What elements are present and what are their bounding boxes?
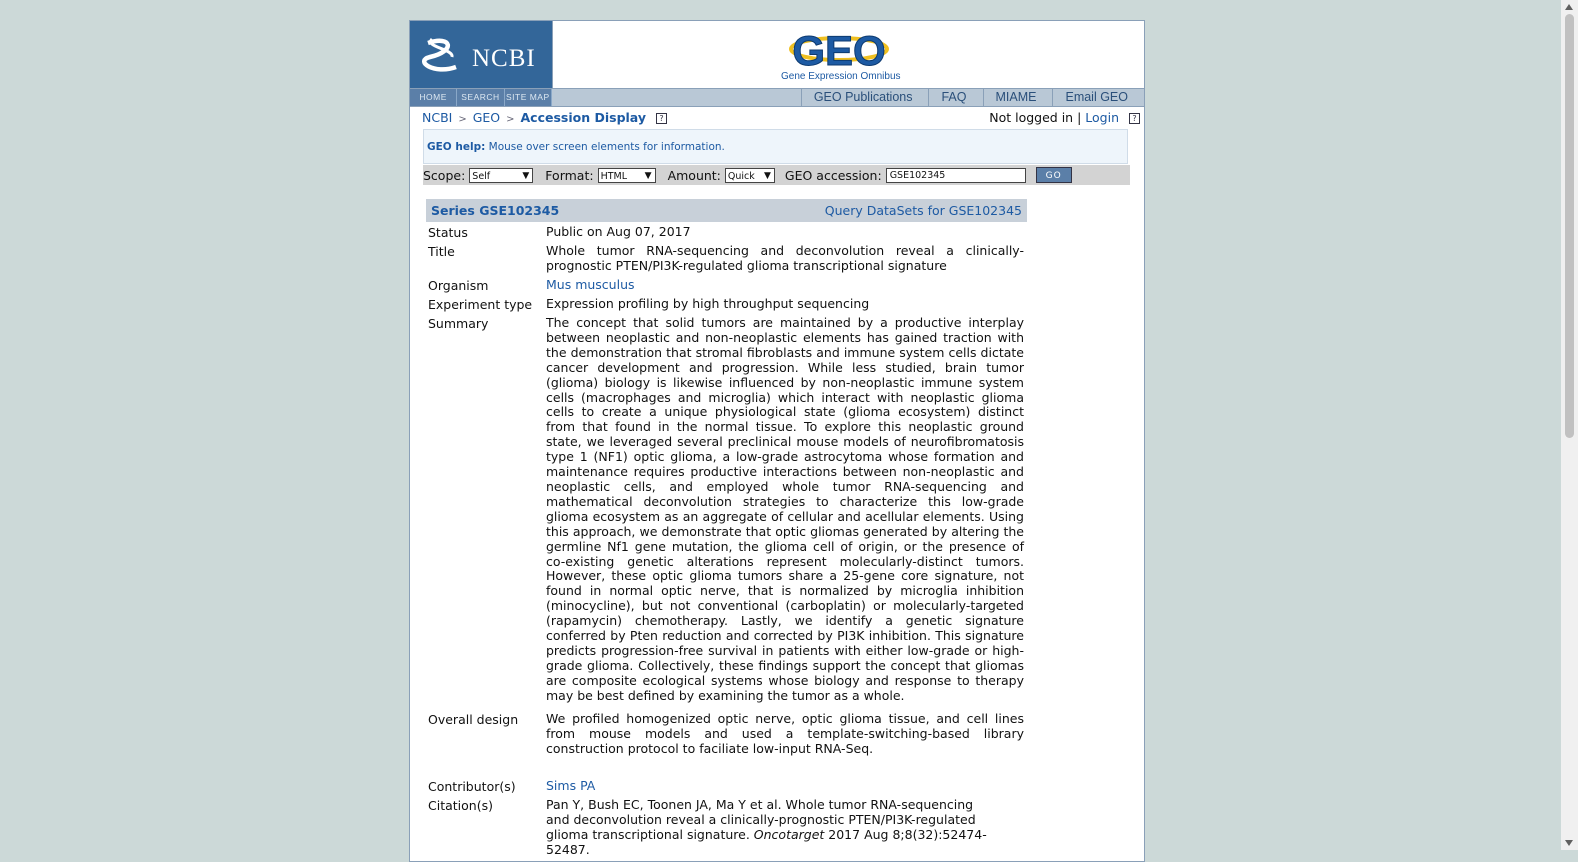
query-bar [423,165,1130,185]
experiment-label: Experiment type [428,297,533,312]
nav-geo-publications[interactable]: GEO Publications [801,89,929,106]
title-value: Whole tumor RNA-sequencing and deconvolution reveal a clinically-prognostic PTEN/PI3K-regulated glioma transcriptional signature [546,243,1024,273]
geo-logo[interactable] [789,25,893,73]
amount-select[interactable] [725,168,775,183]
organism-label: Organism [428,278,489,293]
experiment-value: Expression profiling by high throughput sequencing [546,296,870,311]
scroll-down-icon[interactable] [1565,840,1573,846]
geo-banner [553,21,1144,88]
citation-text: Pan Y, Bush EC, Toonen JA, Ma Y et al. Whole tumor RNA-sequencing and deconvolution reveal a clinically-prognostic PTEN/PI3K-regulated glioma transcriptional signature. [546,797,976,842]
page-scrollbar[interactable] [1561,0,1578,850]
page-frame [409,20,1145,862]
scope-select[interactable] [469,168,533,183]
amount-label: Amount: [667,167,721,183]
breadcrumb-separator: > [506,114,515,125]
breadcrumb-geo[interactable]: GEO [472,110,501,125]
breadcrumb-current: Accession Display [520,110,647,125]
login-link[interactable]: Login [1085,110,1120,125]
nav-email-geo[interactable]: Email GEO [1052,89,1144,106]
login-help-icon[interactable]: ? [1129,113,1140,124]
design-value: We profiled homogenized optic nerve, optic glioma tissue, and cell lines from mouse models and used a template-switching-based library construction protocol to faciliate low-input RNA-Seq. [546,711,1024,756]
ncbi-helix-icon [422,35,462,77]
format-value: HTML [600,170,627,182]
contributor-link[interactable]: Sims PA [546,778,596,793]
scope-value: Self [472,170,491,182]
status-value: Public on Aug 07, 2017 [546,224,691,239]
series-header [426,199,1027,222]
nav-miame[interactable]: MIAME [983,89,1053,106]
breadcrumb [422,110,667,125]
breadcrumb-ncbi[interactable]: NCBI [422,110,453,125]
go-button[interactable]: GO [1036,167,1072,183]
login-divider: | [1077,110,1082,125]
login-area [989,110,1140,125]
nav-site-map[interactable]: SITE MAP [505,89,552,106]
organism-link[interactable]: Mus musculus [546,277,635,292]
citation-value [546,798,996,858]
status-label: Status [428,225,468,240]
summary-value: The concept that solid tumors are maintained by a productive interplay between neoplastic and non-neoplastic elements has gained traction with the demonstration that stromal fibroblasts and immune system cells dictate cancer development and progression. While less studied, brain tumor (glioma) biology is likewise influenced by non-neoplastic immune system cells (macrophages and microglia) which interact with neoplastic glioma cells to create a unique physiological state (glioma ecosystem) distinct from that found in the normal tissue. To explore this neoplastic ground state, we leveraged several preclinical mouse models of neurofibromatosis type 1 (NF1) optic glioma, a low-grade astrocytoma whose formation and maintenance requires productive interactions between non-neoplastic and neoplastic cells, and employed whole tumor RNA-sequencing and mathematical deconvolution strategies to characterize this low-grade glioma ecosystem as an aggregate of cellular and acellular elements. Using this approach, we demonstrate that optic gliomas generated by altering the germline Nf1 gene mutation, the glioma cell of origin, or the presence of co-existing genetic alterations represent molecularly-distinct tumors. However, these optic glioma tumors share a 25-gene core signature, not found in normal optic nerve, that is normalized by microglia inhibition (minocycline), but not conventional (carboplatin) or molecularly-targeted (rapamycin) chemotherapy. Lastly, we identify a genetic signature conferred by Pten reduction and corrected by PI3K inhibition. This signature predicts progression-free survival in patients with either low-grade or high-grade glioma. Collectively, these findings support the concept that gliomas are composite ecological systems whose biology and response to therapy may be best defined by examining the tumor as a whole. [546,315,1024,703]
accession-label: GEO accession: [784,167,882,183]
geo-logo-text: GEO [792,27,886,73]
ncbi-logo[interactable] [410,21,553,88]
series-title: Series GSE102345 [431,203,560,218]
chevron-down-icon: ▼ [644,170,652,181]
ncbi-nav [410,89,552,106]
nav-search[interactable]: SEARCH [457,89,504,106]
citation-journal: Oncotarget [753,826,825,842]
nav-faq[interactable]: FAQ [928,89,982,106]
format-select[interactable] [598,168,656,183]
geo-subtitle: Gene Expression Omnibus [781,71,901,82]
amount-value: Quick [727,170,755,182]
scroll-up-icon[interactable] [1565,4,1573,10]
top-nav [410,88,1144,107]
geo-help-bar [423,129,1128,164]
chevron-down-icon: ▼ [522,170,530,181]
contributor-label: Contributor(s) [428,779,516,794]
help-text: Mouse over screen elements for information. [488,141,725,153]
citation-tail: 2017 Aug 8;8(32):52474-52487. [546,826,987,857]
help-label: GEO help: [427,141,486,153]
help-question-icon[interactable]: ? [656,113,667,124]
format-label: Format: [545,167,594,183]
breadcrumb-separator: > [458,114,467,125]
design-label: Overall design [428,712,519,727]
chevron-down-icon: ▼ [763,170,771,181]
scope-label: Scope: [423,167,466,183]
geo-nav [801,89,1144,106]
nav-home[interactable]: HOME [410,89,457,106]
scrollbar-thumb[interactable] [1565,14,1574,438]
ncbi-logo-text: NCBI [472,45,536,72]
accession-input[interactable]: GSE102345 [886,168,1026,183]
login-status: Not logged in [989,110,1074,125]
title-label: Title [428,244,455,259]
citation-label: Citation(s) [428,798,493,813]
query-datasets-link[interactable]: Query DataSets for GSE102345 [824,203,1022,218]
summary-label: Summary [428,316,489,331]
